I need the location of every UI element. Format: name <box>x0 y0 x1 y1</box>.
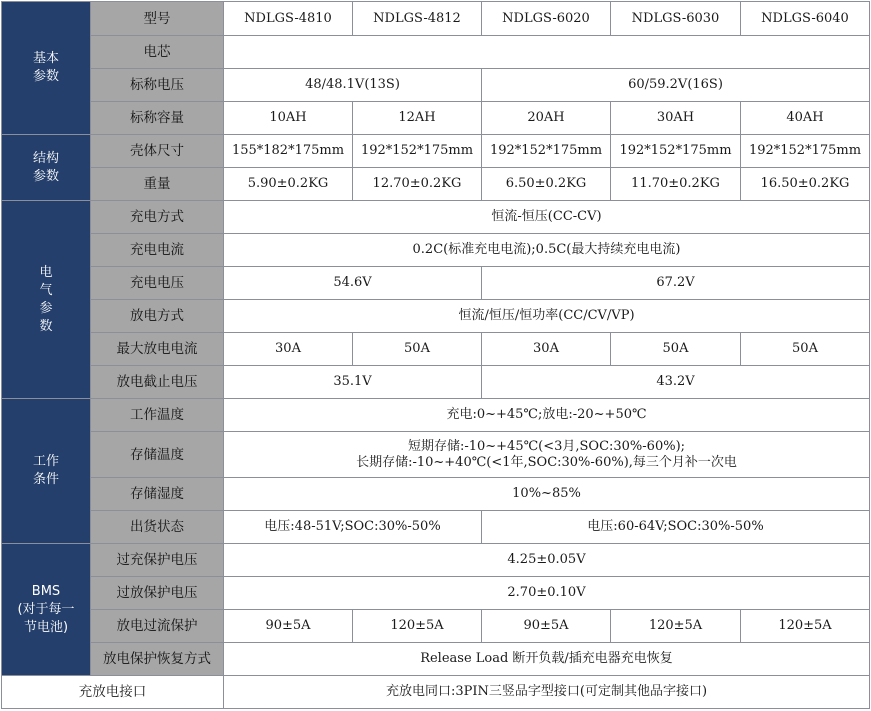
row-overcharge-protection <box>2 544 870 577</box>
discharge-overcurrent-cell: 120±5A <box>353 610 482 643</box>
model-cell: NDLGS-6030 <box>611 2 741 36</box>
discharge-recovery-label: 放电保护恢复方式 <box>91 643 224 676</box>
row-working-temp <box>2 399 870 432</box>
max-discharge-current-cell: 30A <box>482 333 611 366</box>
row-nominal-voltage <box>2 69 870 102</box>
charge-current-label: 充电电流 <box>91 234 224 267</box>
storage-temp-short: 短期存储:-10~+45℃(<3月,SOC:30%-60%); <box>407 438 686 454</box>
capacity-cell: 40AH <box>741 102 870 135</box>
charge-voltage-60: 67.2V <box>482 267 870 300</box>
storage-humidity-value: 10%~85% <box>224 478 870 511</box>
dimensions-label: 壳体尺寸 <box>91 135 224 168</box>
working-temp-label: 工作温度 <box>91 399 224 432</box>
group-electrical-params: 电 气 参 数 <box>2 201 91 399</box>
row-port <box>2 676 870 709</box>
discharge-method-value: 恒流/恒压/恒功率(CC/CV/VP) <box>224 300 870 333</box>
row-discharge-recovery <box>2 643 870 676</box>
row-nominal-capacity <box>2 102 870 135</box>
charge-current-value: 0.2C(标准充电电流);0.5C(最大持续充电电流) <box>224 234 870 267</box>
model-label: 型号 <box>91 2 224 36</box>
shipping-state-60: 电压:60-64V;SOC:30%-50% <box>482 511 870 544</box>
max-discharge-current-cell: 30A <box>224 333 353 366</box>
max-discharge-current-label: 最大放电电流 <box>91 333 224 366</box>
group-bms: BMS (对于每一 节电池) <box>2 544 91 676</box>
nominal-voltage-48: 48/48.1V(13S) <box>224 69 482 102</box>
dimensions-cell: 192*152*175mm <box>611 135 741 168</box>
max-discharge-current-cell: 50A <box>611 333 741 366</box>
row-storage-temp <box>2 432 870 478</box>
storage-humidity-label: 存储湿度 <box>91 478 224 511</box>
dimensions-cell: 192*152*175mm <box>353 135 482 168</box>
row-shipping-state <box>2 511 870 544</box>
dimensions-cell: 192*152*175mm <box>482 135 611 168</box>
weight-cell: 5.90±0.2KG <box>224 168 353 201</box>
discharge-cutoff-60: 43.2V <box>482 366 870 399</box>
weight-cell: 16.50±0.2KG <box>741 168 870 201</box>
cell-value <box>224 36 870 69</box>
row-max-discharge-current <box>2 333 870 366</box>
storage-temp-label: 存储温度 <box>91 432 224 478</box>
shipping-state-label: 出货状态 <box>91 511 224 544</box>
overcharge-protection-value: 4.25±0.05V <box>224 544 870 577</box>
capacity-cell: 10AH <box>224 102 353 135</box>
port-value: 充放电同口:3PIN三竖品字型接口(可定制其他品字接口) <box>224 676 870 709</box>
discharge-cutoff-48: 35.1V <box>224 366 482 399</box>
capacity-cell: 12AH <box>353 102 482 135</box>
overcharge-protection-label: 过充保护电压 <box>91 544 224 577</box>
storage-temp-value <box>224 432 870 478</box>
max-discharge-current-cell: 50A <box>741 333 870 366</box>
discharge-overcurrent-cell: 120±5A <box>741 610 870 643</box>
dimensions-cell: 155*182*175mm <box>224 135 353 168</box>
nominal-voltage-label: 标称电压 <box>91 69 224 102</box>
row-overdischarge-protection <box>2 577 870 610</box>
overdischarge-protection-label: 过放保护电压 <box>91 577 224 610</box>
model-cell: NDLGS-6040 <box>741 2 870 36</box>
dimensions-cell: 192*152*175mm <box>741 135 870 168</box>
port-label: 充放电接口 <box>2 676 224 709</box>
charge-voltage-label: 充电电压 <box>91 267 224 300</box>
shipping-state-48: 电压:48-51V;SOC:30%-50% <box>224 511 482 544</box>
charge-voltage-48: 54.6V <box>224 267 482 300</box>
row-discharge-method <box>2 300 870 333</box>
discharge-recovery-value: Release Load 断开负载/插充电器充电恢复 <box>224 643 870 676</box>
group-basic-params: 基本 参数 <box>2 2 91 135</box>
weight-cell: 12.70±0.2KG <box>353 168 482 201</box>
row-discharge-cutoff <box>2 366 870 399</box>
model-cell: NDLGS-4810 <box>224 2 353 36</box>
capacity-cell: 30AH <box>611 102 741 135</box>
row-cell <box>2 36 870 69</box>
charge-method-value: 恒流-恒压(CC-CV) <box>224 201 870 234</box>
model-cell: NDLGS-6020 <box>482 2 611 36</box>
discharge-overcurrent-label: 放电过流保护 <box>91 610 224 643</box>
spec-table <box>1 1 870 709</box>
row-dimensions <box>2 135 870 168</box>
discharge-overcurrent-cell: 90±5A <box>224 610 353 643</box>
group-structure-params: 结构 参数 <box>2 135 91 201</box>
cell-label: 电芯 <box>91 36 224 69</box>
weight-cell: 6.50±0.2KG <box>482 168 611 201</box>
working-temp-value: 充电:0~+45℃;放电:-20~+50℃ <box>224 399 870 432</box>
charge-method-label: 充电方式 <box>91 201 224 234</box>
row-discharge-overcurrent <box>2 610 870 643</box>
storage-temp-long: 长期存储:-10~+40℃(<1年,SOC:30%-60%),每三个月补一次电 <box>356 454 737 470</box>
overdischarge-protection-value: 2.70±0.10V <box>224 577 870 610</box>
row-storage-humidity <box>2 478 870 511</box>
model-cell: NDLGS-4812 <box>353 2 482 36</box>
weight-label: 重量 <box>91 168 224 201</box>
nominal-voltage-60: 60/59.2V(16S) <box>482 69 870 102</box>
discharge-overcurrent-cell: 90±5A <box>482 610 611 643</box>
capacity-cell: 20AH <box>482 102 611 135</box>
row-weight <box>2 168 870 201</box>
row-charge-current <box>2 234 870 267</box>
row-charge-voltage <box>2 267 870 300</box>
row-model <box>2 2 870 36</box>
nominal-capacity-label: 标称容量 <box>91 102 224 135</box>
discharge-cutoff-label: 放电截止电压 <box>91 366 224 399</box>
group-working-conditions: 工作 条件 <box>2 399 91 544</box>
weight-cell: 11.70±0.2KG <box>611 168 741 201</box>
max-discharge-current-cell: 50A <box>353 333 482 366</box>
discharge-overcurrent-cell: 120±5A <box>611 610 741 643</box>
row-charge-method <box>2 201 870 234</box>
discharge-method-label: 放电方式 <box>91 300 224 333</box>
